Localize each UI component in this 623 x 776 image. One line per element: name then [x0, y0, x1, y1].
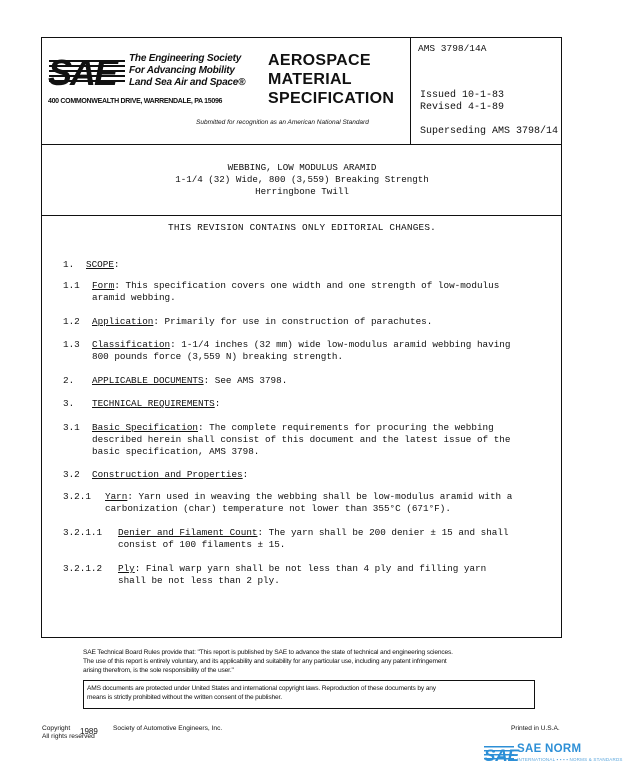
section-denier [118, 527, 509, 551]
society-line-3: Land Sea Air and Space® [129, 77, 246, 88]
section-text: basic specification, AMS 3798. [92, 446, 260, 457]
issued-date: Issued 10-1-83 [420, 90, 505, 101]
section-text: described herein shall consist of this document and the latest issue of the [92, 434, 511, 445]
doc-type-line-3: SPECIFICATION [268, 90, 395, 107]
spec-title-line-1: WEBBING, LOW MODULUS ARAMID [227, 162, 377, 173]
section-heading: Yarn [105, 491, 128, 502]
section-heading: SCOPE [86, 259, 114, 270]
watermark-subtext: INTERNATIONAL ▪ ▪ ▪ ▪ NORMS & STANDARDS [517, 757, 623, 762]
section-number: 1.1 [63, 280, 80, 291]
copyright-year: 1989 [80, 727, 98, 736]
rules-line-2: The use of this report is entirely voluntary, and its applicability and suitability for any particular use, including any patent infringement [83, 658, 447, 665]
sae-norm-logo-icon [483, 740, 519, 765]
logo-text: SAE [48, 52, 117, 93]
section-number: 3. [63, 398, 75, 409]
rights-reserved: All rights reserved [42, 733, 95, 740]
section-heading: Classification [92, 339, 171, 350]
section-heading: Form [92, 280, 115, 291]
section-text: shall be not less than 2 ply. [118, 575, 280, 586]
society-address: 400 COMMONWEALTH DRIVE, WARRENDALE, PA 15096 [48, 98, 223, 105]
section-application [92, 316, 432, 328]
section-text: consist of 100 filaments ± 15. [118, 539, 286, 550]
section-text: : 1-1/4 inches (32 mm) wide low-modulus aramid webbing having [170, 339, 511, 350]
section-text: : Primarily for use in construction of parachutes. [153, 316, 433, 327]
copyright-label: Copyright [42, 725, 71, 732]
section-heading-suffix: : [242, 469, 249, 480]
society-line-1: The Engineering Society [129, 53, 242, 64]
section-number: 1.3 [63, 339, 80, 350]
section-text: 800 pounds force (3,559 N) breaking strength. [92, 351, 344, 362]
section-heading: Application [92, 316, 154, 327]
spec-title-line-3: Herringbone Twill [255, 186, 349, 197]
section-heading: Construction and Properties [92, 469, 243, 480]
section-number: 1. [63, 259, 75, 270]
section-text: : See AMS 3798. [203, 375, 288, 386]
section-number: 3.2 [63, 469, 80, 480]
copyright-line-1: AMS documents are protected under United States and international copyright laws. Reproduction of these documents by any [87, 685, 436, 692]
doc-type-line-1: AEROSPACE [268, 52, 371, 69]
rules-line-1: SAE Technical Board Rules provide that: "This report is published by SAE to advance the state of technical and engineering sciences. [83, 649, 453, 656]
section-number: 3.1 [63, 422, 80, 433]
section-text: : The complete requirements for procuring the webbing [198, 422, 494, 433]
section-basic-specification [92, 422, 510, 458]
section-number: 3.2.1 [63, 491, 91, 502]
section-applicable-documents [92, 375, 287, 387]
superseding-note: Superseding AMS 3798/14 [420, 126, 559, 137]
section-heading: Basic Specification [92, 422, 199, 433]
section-ply [118, 563, 486, 587]
section-text: carbonization (char) temperature not lower than 355°C (671°F). [105, 503, 451, 514]
section-construction [92, 469, 248, 481]
section-text: : This specification covers one width and one strength of low-modulus [114, 280, 500, 291]
watermark-logo-text: SAE [484, 746, 519, 765]
rules-line-3: arising therefrom, is the sole responsibility of the user." [83, 667, 234, 674]
section-text: : Final warp yarn shall be not less than 4 ply and filling yarn [134, 563, 487, 574]
section-scope [86, 259, 120, 271]
copyright-owner: Society of Automotive Engineers, Inc. [113, 725, 223, 732]
section-text: aramid webbing. [92, 292, 176, 303]
section-classification [92, 339, 510, 363]
revised-date: Revised 4-1-89 [420, 102, 505, 113]
section-number: 2. [63, 375, 75, 386]
section-technical-requirements [92, 398, 220, 410]
spec-title-line-2: 1-1/4 (32) Wide, 800 (3,559) Breaking Strength [175, 174, 429, 185]
section-number: 3.2.1.2 [63, 563, 103, 574]
section-heading-suffix: : [113, 259, 120, 270]
section-text: : Yarn used in weaving the webbing shall be low-modulus aramid with a [127, 491, 513, 502]
header-rule [41, 144, 562, 145]
section-heading: APPLICABLE DOCUMENTS [92, 375, 204, 386]
section-text: : The yarn shall be 200 denier ± 15 and shall [257, 527, 509, 538]
section-number: 1.2 [63, 316, 80, 327]
header-divider-vertical [410, 37, 411, 144]
section-heading: Denier and Filament Count [118, 527, 258, 538]
section-heading: Ply [118, 563, 135, 574]
submitted-note: Submitted for recognition as an American National Standard [196, 119, 369, 126]
title-rule [41, 215, 562, 216]
section-form [92, 280, 499, 304]
section-heading-suffix: : [214, 398, 221, 409]
revision-notice: THIS REVISION CONTAINS ONLY EDITORIAL CHANGES. [168, 222, 436, 233]
sae-logo-icon [47, 52, 127, 93]
section-number: 3.2.1.1 [63, 527, 103, 538]
section-yarn [105, 491, 512, 515]
watermark-label: SAE NORM [517, 743, 582, 755]
section-heading: TECHNICAL REQUIREMENTS [92, 398, 215, 409]
spec-code: AMS 3798/14A [418, 43, 487, 54]
printed-in: Printed in U.S.A. [511, 725, 560, 732]
copyright-line-2: means is strictly prohibited without the written consent of the publisher. [87, 694, 282, 701]
society-line-2: For Advancing Mobility [129, 65, 235, 76]
doc-type-line-2: MATERIAL [268, 71, 352, 88]
